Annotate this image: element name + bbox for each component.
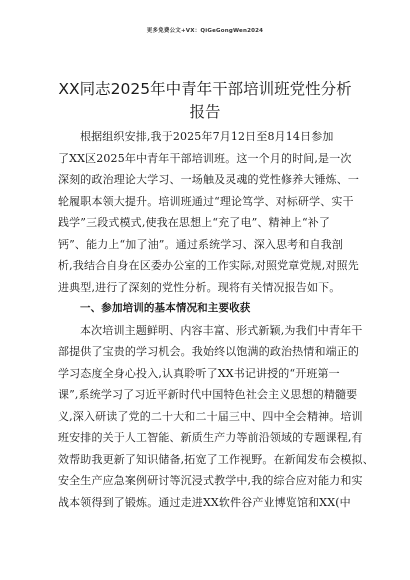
paragraph-line: 安全生产应急案例研讨等沉浸式教学中,我的综合应对能力和实 [58, 474, 363, 487]
paragraph-line: 班安排的关于人工智能、新质生产力等前沿领域的专题课程,有 [58, 431, 363, 444]
document-body [58, 126, 374, 513]
header-note: 更多免费公文+VX：QiGeGongWen2024 [146, 28, 264, 34]
paragraph-line: 了XX区2025年中青年干部培训班。这一个月的时间,是一次 [58, 151, 352, 165]
paragraph-line: 析,我结合自身在区委办公室的工作实际,对照党章党规,对照先 [58, 259, 359, 272]
paragraph-line: 学习态度全身心投入,认真聆听了XX书记讲授的“开班第一 [58, 366, 340, 380]
paragraph-line: 部提供了宝贵的学习机会。我始终以饱满的政治热情和端正的 [58, 345, 360, 358]
paragraph-line: 践学”三段式模式,使我在思想上“充了电”、精神上“补了 [58, 216, 331, 229]
title-line-2: 报告 [189, 103, 221, 121]
paragraph-line: 战本领得到了锻炼。通过走进XX软件谷产业博览馆和XX(中 [58, 495, 351, 509]
paragraph-line: 钙”、能力上“加了油”。通过系统学习、深入思考和自我剖 [58, 237, 343, 251]
paragraph-line: 进典型,进行了深刻的党性分析。现将有关情况报告如下。 [58, 280, 341, 294]
paragraph-line: 根据组织安排,我于2025年7月12日至8月14日参加 [80, 130, 334, 143]
title-line-1: XX同志2025年中青年干部培训班党性分析 [58, 80, 352, 98]
paragraph-line: 深刻的政治理论大学习、一场触及灵魂的党性修养大锤炼、一 [58, 173, 360, 186]
paragraph-line: 效帮助我更新了知识储备,拓宽了工作视野。在新闻发布会模拟、 [58, 452, 374, 466]
paragraph-line: 课”,系统学习了习近平新时代中国特色社会主义思想的精髓要 [58, 388, 358, 401]
paragraph-line: 义,深入研读了党的二十大和二十届三中、四中全会精神。培训 [58, 409, 363, 423]
document-title [50, 78, 360, 124]
paragraph-line: 本次培训主题鲜明、内容丰富、形式新颖,为我们中青年干 [80, 323, 363, 337]
section-heading: 一、参加培训的基本情况和主要收获 [80, 302, 251, 314]
paragraph-line: 轮履职本领大提升。培训班通过“理论笃学、对标研学、实干 [58, 194, 354, 208]
